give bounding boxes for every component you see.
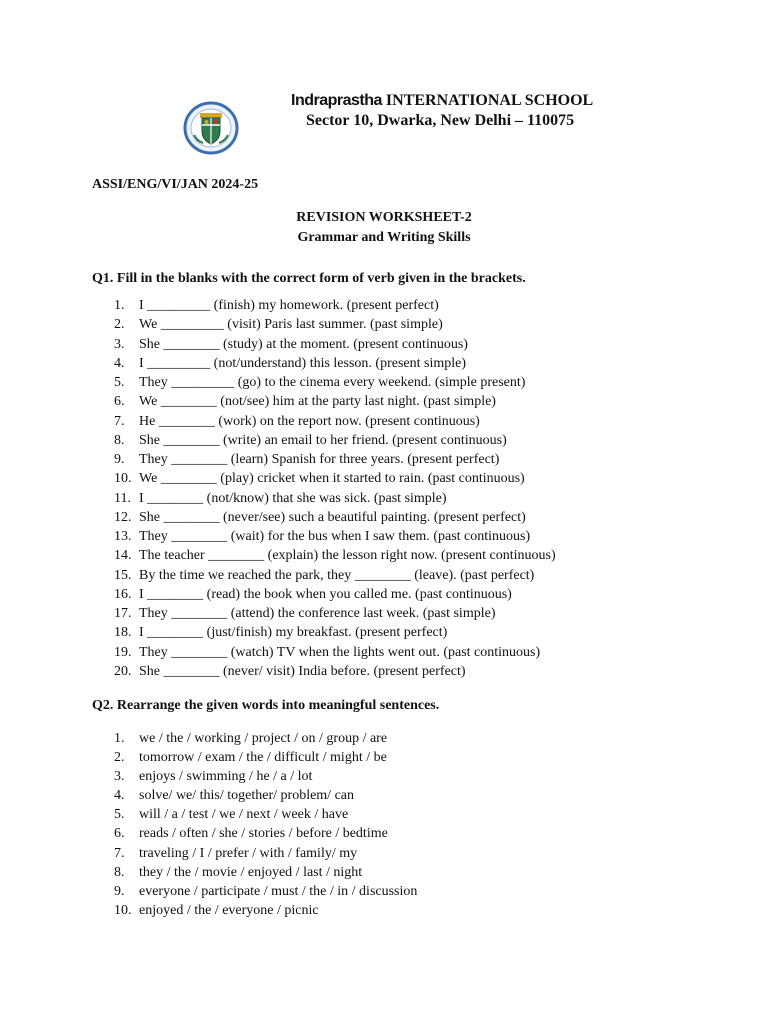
item-number: 9.: [114, 452, 125, 467]
item-text: We ________ (play) cricket when it started to rain. (past continuous): [139, 471, 525, 487]
list-item: [114, 882, 417, 901]
item-number: 17.: [114, 606, 132, 621]
question-1-heading: Q1. Fill in the blanks with the correct form of verb given in the brackets.: [92, 271, 526, 286]
item-number: 20.: [114, 663, 132, 679]
item-text: I _________ (not/understand) this lesson. (present simple): [139, 355, 467, 371]
list-item: [114, 662, 556, 681]
question-2-list: [114, 729, 417, 920]
list-item: [114, 431, 556, 450]
school-name-brand: Indraprastha: [291, 92, 382, 109]
school-name: [291, 92, 593, 110]
list-item: [114, 604, 556, 623]
item-number: 10.: [114, 471, 132, 487]
school-name-rest: INTERNATIONAL SCHOOL: [381, 92, 594, 109]
item-number: 14.: [114, 548, 132, 564]
item-text: She ________ (never/see) such a beautiful painting. (present perfect): [139, 509, 526, 525]
list-item: [114, 392, 556, 411]
question-2-heading: Q2. Rearrange the given words into meaningful sentences.: [92, 698, 440, 713]
list-item: [114, 729, 417, 748]
item-text: He ________ (work) on the report now. (present continuous): [139, 413, 480, 429]
worksheet-title: REVISION WORKSHEET-2: [296, 210, 472, 225]
list-item: [114, 824, 417, 843]
list-item: [114, 354, 556, 373]
item-number: 15.: [114, 567, 132, 583]
item-number: 10.: [114, 902, 132, 918]
item-text: enjoys / swimming / he / a / lot: [139, 769, 313, 785]
reference-code: ASSI/ENG/VI/JAN 2024-25: [92, 177, 259, 192]
list-item: [114, 469, 556, 488]
item-number: 6.: [114, 826, 125, 842]
item-text: She ________ (write) an email to her friend. (present continuous): [139, 432, 507, 448]
item-number: 8.: [114, 432, 125, 448]
school-address: Sector 10, Dwarka, New Delhi – 110075: [306, 112, 575, 129]
item-text: The teacher ________ (explain) the lesson right now. (present continuous): [139, 548, 556, 564]
item-text: will / a / test / we / next / week / have: [139, 807, 349, 823]
item-text: They _________ (go) to the cinema every weekend. (simple present): [139, 375, 526, 390]
item-number: 6.: [114, 394, 125, 410]
item-number: 13.: [114, 529, 132, 544]
item-number: 19.: [114, 644, 132, 660]
item-text: They ________ (watch) TV when the lights went out. (past continuous): [139, 644, 541, 660]
list-item: [114, 623, 556, 642]
list-item: [114, 844, 417, 863]
item-number: 3.: [114, 336, 125, 352]
item-text: everyone / participate / must / the / in / discussion: [139, 883, 418, 899]
item-number: 3.: [114, 769, 125, 785]
item-text: We _________ (visit) Paris last summer. (past simple): [139, 317, 443, 333]
list-item: [114, 805, 417, 824]
list-item: [114, 335, 556, 354]
item-text: they / the / movie / enjoyed / last / night: [139, 864, 363, 880]
worksheet-subtitle: Grammar and Writing Skills: [297, 230, 471, 245]
list-item: [114, 901, 417, 920]
list-item: [114, 412, 556, 431]
item-text: enjoyed / the / everyone / picnic: [139, 902, 319, 918]
item-number: 1.: [114, 298, 125, 313]
list-item: [114, 585, 556, 604]
item-text: I _________ (finish) my homework. (present perfect): [139, 298, 439, 313]
item-text: we / the / working / project / on / group / are: [139, 731, 388, 746]
list-item: [114, 863, 417, 882]
item-number: 12.: [114, 509, 132, 525]
item-number: 2.: [114, 750, 125, 766]
item-number: 2.: [114, 317, 125, 333]
item-text: traveling / I / prefer / with / family/ my: [139, 845, 358, 861]
item-text: She ________ (never/ visit) India before. (present perfect): [139, 663, 466, 679]
list-item: [114, 643, 556, 662]
list-item: [114, 748, 417, 767]
item-text: They ________ (wait) for the bus when I saw them. (past continuous): [139, 529, 531, 544]
list-item: [114, 566, 556, 585]
item-number: 4.: [114, 355, 125, 371]
item-number: 11.: [114, 490, 131, 506]
item-number: 7.: [114, 413, 125, 429]
item-number: 18.: [114, 625, 132, 641]
list-item: [114, 786, 417, 805]
item-text: She ________ (study) at the moment. (present continuous): [139, 336, 468, 352]
item-number: 1.: [114, 731, 125, 746]
item-text: They ________ (learn) Spanish for three years. (present perfect): [139, 452, 500, 467]
item-number: 4.: [114, 788, 125, 804]
item-number: 8.: [114, 864, 125, 880]
list-item: [114, 315, 556, 334]
item-text: reads / often / she / stories / before / bedtime: [139, 826, 388, 842]
list-item: [114, 373, 556, 392]
list-item: [114, 546, 556, 565]
list-item: [114, 767, 417, 786]
list-item: [114, 527, 556, 546]
item-text: tomorrow / exam / the / difficult / might / be: [139, 750, 387, 766]
school-crest-icon: [183, 101, 239, 155]
item-text: By the time we reached the park, they ________ (leave). (past perfect): [139, 567, 535, 583]
list-item: [114, 296, 556, 315]
item-text: We ________ (not/see) him at the party last night. (past simple): [139, 394, 496, 410]
item-text: solve/ we/ this/ together/ problem/ can: [139, 788, 355, 804]
list-item: [114, 489, 556, 508]
item-text: They ________ (attend) the conference last week. (past simple): [139, 606, 496, 621]
item-number: 16.: [114, 586, 132, 602]
item-text: I ________ (just/finish) my breakfast. (present perfect): [139, 625, 448, 641]
item-number: 5.: [114, 375, 125, 390]
list-item: [114, 450, 556, 469]
list-item: [114, 508, 556, 527]
item-text: I ________ (read) the book when you called me. (past continuous): [139, 586, 512, 602]
item-number: 9.: [114, 883, 125, 899]
item-number: 7.: [114, 845, 125, 861]
question-1-list: [114, 296, 556, 681]
item-text: I ________ (not/know) that she was sick. (past simple): [139, 490, 447, 506]
item-number: 5.: [114, 807, 125, 823]
